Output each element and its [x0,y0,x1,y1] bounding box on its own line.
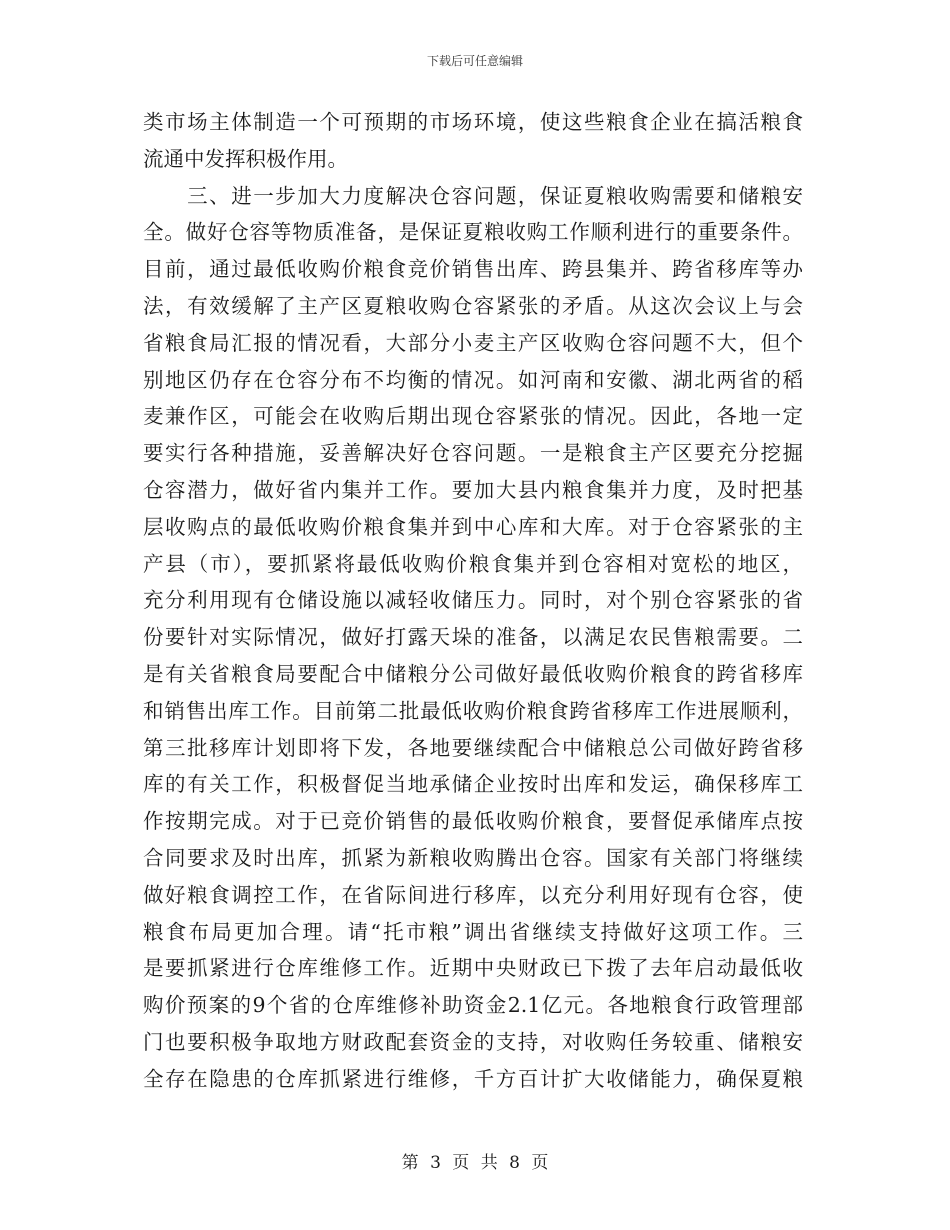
text-line: 第三批移库计划即将下发，各地要继续配合中储粮总公司做好跨省移 [143,735,803,760]
text-line: 全。做好仓容等物质准备，是保证夏粮收购工作顺利进行的重要条件。 [143,220,803,245]
text-line: 是有关省粮食局要配合中储粮分公司做好最低收购价粮食的跨省移库 [143,661,803,686]
text-line: 充分利用现有仓储设施以减轻收储压力。同时，对个别仓容紧张的省 [143,588,803,613]
text-line: 仓容潜力，做好省内集并工作。要加大县内粮食集并力度，及时把基 [143,477,803,502]
text-line: 产县（市），要抓紧将最低收购价粮食集并到仓容相对宽松的地区， [143,551,803,576]
text-line: 流通中发挥积极作用。 [143,146,348,171]
text-line: 粮食布局更加合理。请“托市粮”调出省继续支持做好这项工作。三 [143,919,803,944]
document-body [143,104,803,1098]
text-line: 和销售出库工作。目前第二批最低收购价粮食跨省移库工作进展顺利， [143,698,803,723]
text-line: 三、进一步加大力度解决仓容问题，保证夏粮收购需要和储粮安 [143,183,803,208]
text-line: 类市场主体制造一个可预期的市场环境，使这些粮食企业在搞活粮食 [143,110,803,134]
text-line: 是要抓紧进行仓库维修工作。近期中央财政已下拨了去年启动最低收 [143,956,803,981]
page-number-footer: 第 3 页 共 8 页 [401,1153,549,1173]
text-line: 库的有关工作，积极督促当地承储企业按时出库和发运，确保移库工 [143,772,803,797]
text-line: 合同要求及时出库，抓紧为新粮收购腾出仓容。国家有关部门将继续 [143,845,803,870]
page-header-note: 下载后可任意编辑 [426,54,523,68]
text-line: 别地区仍存在仓容分布不均衡的情况。如河南和安徽、湖北两省的稻 [143,367,803,392]
text-line: 麦兼作区，可能会在收购后期出现仓容紧张的情况。因此，各地一定 [143,404,803,429]
text-line: 门也要积极争取地方财政配套资金的支持，对收购任务较重、储粮安 [143,1029,803,1054]
text-line: 份要针对实际情况，做好打露天垛的准备，以满足农民售粮需要。二 [143,625,803,650]
text-line: 要实行各种措施，妥善解决好仓容问题。一是粮食主产区要充分挖掘 [143,441,803,466]
text-line: 购价预案的9个省的仓库维修补助资金2.1亿元。各地粮食行政管理部 [143,993,803,1018]
text-line: 做好粮食调控工作，在省际间进行移库，以充分利用好现有仓容，使 [143,882,803,907]
text-line: 目前，通过最低收购价粮食竞价销售出库、跨县集并、跨省移库等办 [143,257,803,282]
text-line: 作按期完成。对于已竞价销售的最低收购价粮食，要督促承储库点按 [143,809,803,834]
text-line: 全存在隐患的仓库抓紧进行维修，千方百计扩大收储能力，确保夏粮 [143,1066,803,1091]
text-line: 法，有效缓解了主产区夏粮收购仓容紧张的矛盾。从这次会议上与会 [143,293,803,318]
text-line: 层收购点的最低收购价粮食集并到中心库和大库。对于仓容紧张的主 [143,514,803,539]
text-line: 省粮食局汇报的情况看，大部分小麦主产区收购仓容问题不大，但个 [143,330,803,355]
